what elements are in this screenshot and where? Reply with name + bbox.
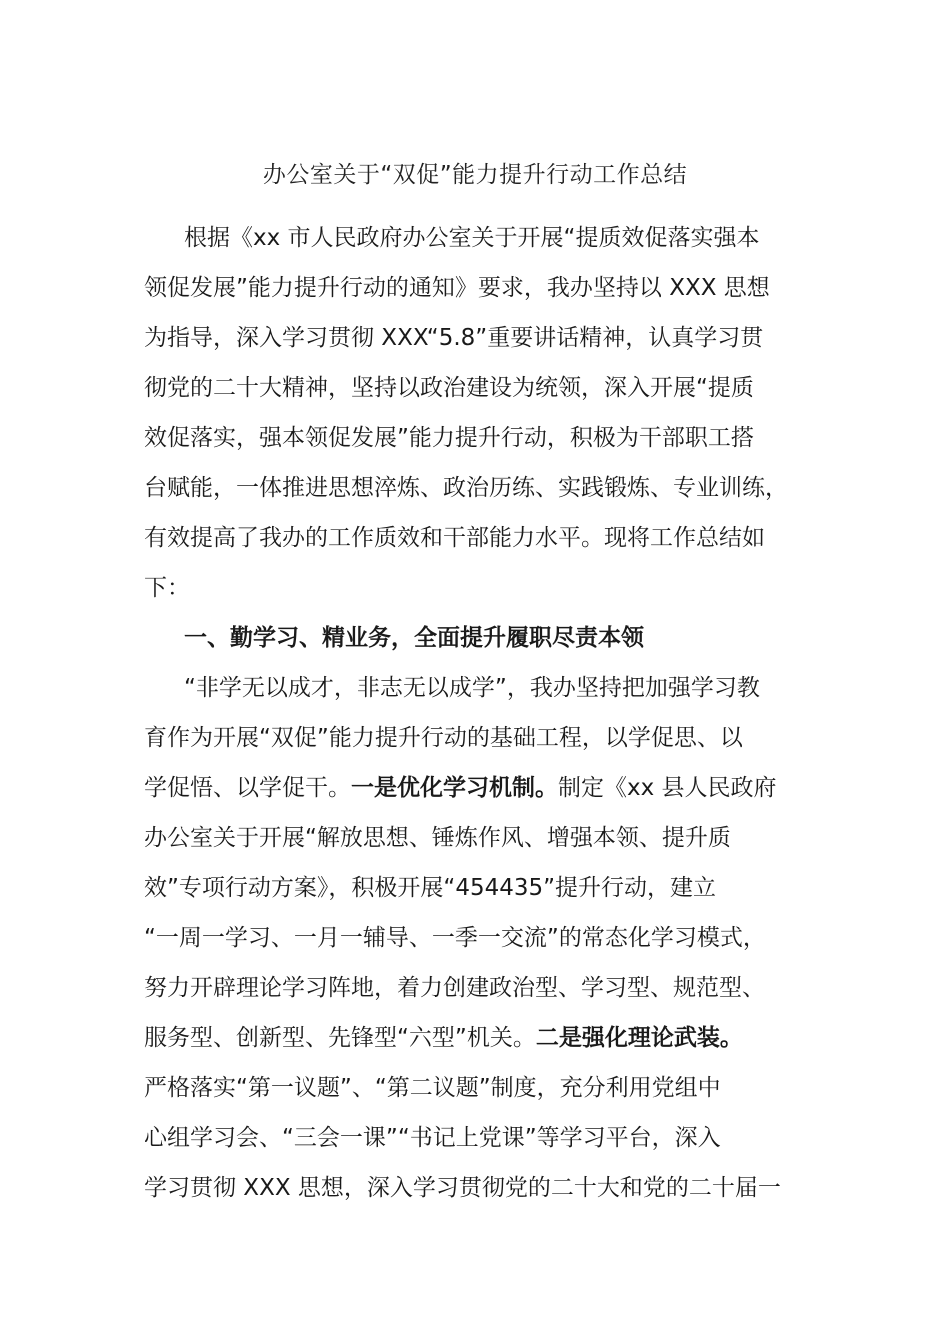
bold-subheading: 二是强化理论武装。 xyxy=(535,1025,743,1051)
section-line: 心组学习会、“三会一课”“书记上党课”等学习平台，深入 xyxy=(144,1125,721,1151)
section-line xyxy=(144,763,809,813)
intro-line: 为指导，深入学习贯彻 XXX“5.8”重要讲话精神，认真学习贯 xyxy=(144,325,764,351)
document-body xyxy=(144,213,809,1213)
section-heading: 一、勤学习、精业务，全面提升履职尽责本领 xyxy=(184,625,644,651)
section-line: 效”专项行动方案》，积极开展“454435”提升行动，建立 xyxy=(144,875,717,901)
intro-line: 根据《xx 市人民政府办公室关于开展“提质效促落实强本 xyxy=(184,225,760,251)
intro-line: 下： xyxy=(144,575,190,601)
section-line: 学习贯彻 XXX 思想，深入学习贯彻党的二十大和党的二十届一 xyxy=(144,1175,781,1201)
intro-line: 有效提高了我办的工作质效和干部能力水平。现将工作总结如 xyxy=(144,525,765,551)
intro-line: 效促落实，强本领促发展”能力提升行动，积极为干部职工搭 xyxy=(144,425,754,451)
section-line: 育作为开展“双促”能力提升行动的基础工程，以学促思、以 xyxy=(144,725,743,751)
bold-subheading: 一是优化学习机制。 xyxy=(351,775,558,801)
intro-line: 领促发展”能力提升行动的通知》要求，我办坚持以 XXX 思想 xyxy=(144,275,770,301)
section-line: 严格落实“第一议题”、“第二议题”制度，充分利用党组中 xyxy=(144,1075,721,1101)
section-line: 努力开辟理论学习阵地，着力创建政治型、学习型、规范型、 xyxy=(144,975,765,1001)
section-line xyxy=(144,1013,809,1063)
section-line: 办公室关于开展“解放思想、锤炼作风、增强本领、提升质 xyxy=(144,825,731,851)
section-text: 学促悟、以学促干。 xyxy=(144,775,351,801)
section-text: 服务型、创新型、先锋型“六型”机关。 xyxy=(144,1025,536,1051)
section-text: 制定《xx 县人民政府 xyxy=(558,775,777,801)
intro-line: 彻党的二十大精神，坚持以政治建设为统领，深入开展“提质 xyxy=(144,375,754,401)
document-title: 办公室关于“双促”能力提升行动工作总结 xyxy=(262,162,688,188)
intro-line: 台赋能，一体推进思想淬炼、政治历练、实践锻炼、专业训练， xyxy=(144,475,788,501)
section-line: “一周一学习、一月一辅导、一季一交流”的常态化学习模式， xyxy=(144,925,766,951)
section-line: “非学无以成才，非志无以成学”，我办坚持把加强学习教 xyxy=(184,675,760,701)
